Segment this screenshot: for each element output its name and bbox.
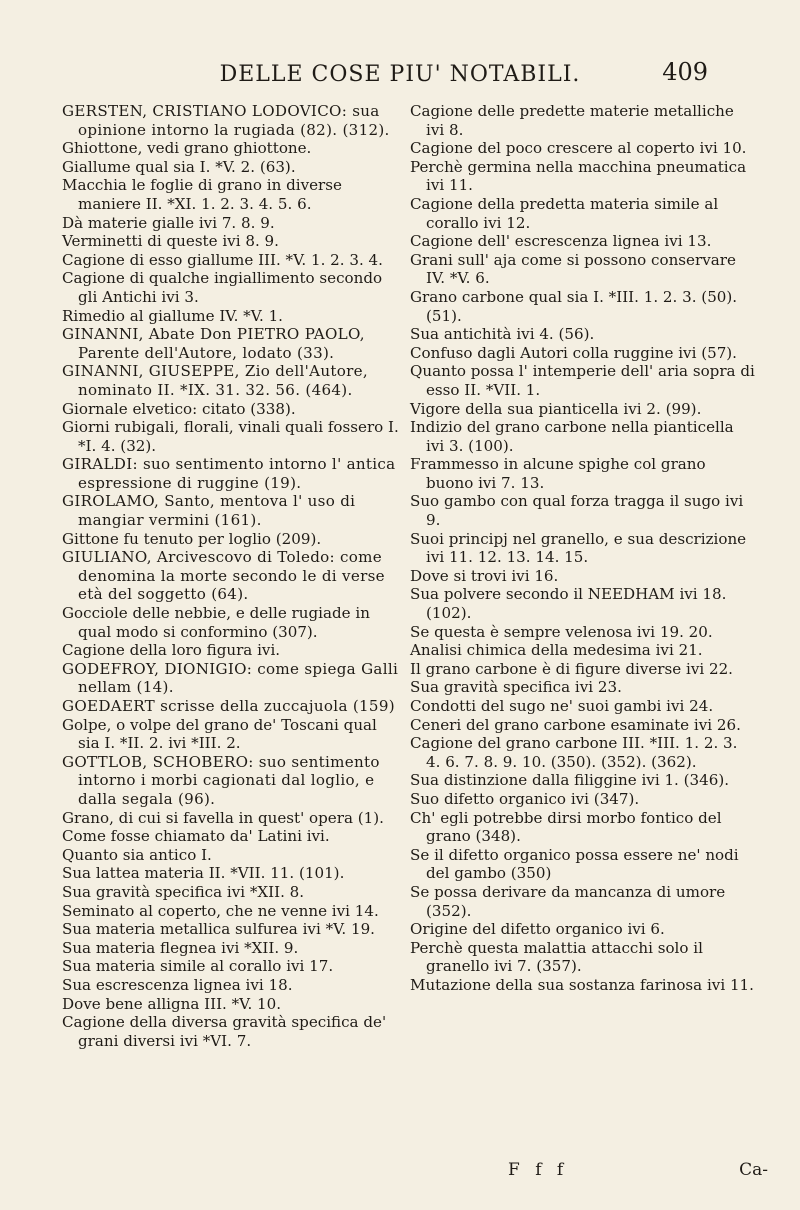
index-entry: Come fosse chiamato da' Latini ivi. bbox=[62, 827, 330, 846]
index-entry: Sua gravità specifica ivi *XII. 8. bbox=[62, 882, 305, 901]
index-entry: Cagione del grano carbone III. *III. 1. 2. 3. 4. 6. 7. 8. 9. 10. (350). (352). (362). bbox=[410, 734, 738, 771]
index-entry: Gittone fu tenuto per loglio (209). bbox=[62, 529, 322, 548]
index-entry: Frammesso in alcune spighe col grano buono ivi 7. 13. bbox=[410, 455, 706, 492]
index-entry: Cagione di qualche ingiallimento secondo gli Antichi ivi 3. bbox=[62, 269, 383, 306]
index-entry: Sua materia simile al corallo ivi 17. bbox=[62, 957, 334, 976]
index-entry: Perchè germina nella macchina pneumatica ivi 11. bbox=[410, 157, 747, 195]
index-entry: GOEDAERT scrisse della zuccajuola (159) bbox=[62, 697, 395, 715]
index-entry: Vigore della sua pianticella ivi 2. (99). bbox=[410, 399, 702, 418]
catchword: Ca- bbox=[739, 1160, 768, 1180]
index-entry: GIRALDI: suo sentimento intorno l' antica espressione di ruggine (19). bbox=[62, 455, 396, 492]
index-entry: Sua gravità specifica ivi 23. bbox=[410, 678, 622, 697]
index-entry: Il grano carbone è di figure diverse ivi 22. bbox=[410, 659, 733, 678]
index-entry: Suoi principj nel granello, e sua descrizione ivi 11. 12. 13. 14. 15. bbox=[410, 529, 747, 567]
index-column-left bbox=[62, 102, 402, 1050]
index-entry: GIROLAMO, Santo, mentova l' uso di mangiar vermini (161). bbox=[62, 492, 356, 530]
index-entry: Ghiottone, vedi grano ghiottone. bbox=[62, 139, 312, 158]
running-head: DELLE COSE PIU' NOTABILI. bbox=[219, 62, 581, 87]
index-entry: Cagione della loro figura ivi. bbox=[62, 641, 281, 660]
index-entry: Suo gambo con qual forza tragga il sugo ivi 9. bbox=[410, 492, 744, 530]
index-entry: Cagione della diversa gravità specifica de' grani diversi ivi *VI. 7. bbox=[62, 1013, 387, 1050]
page-footer bbox=[508, 1160, 768, 1184]
index-entry: Cagione dell' escrescenza lignea ivi 13. bbox=[410, 232, 712, 251]
index-entry: Rimedio al giallume IV. *V. 1. bbox=[62, 306, 283, 325]
index-entry: Perchè questa malattia attacchi solo il granello ivi 7. (357). bbox=[410, 938, 703, 976]
index-entry: Origine del difetto organico ivi 6. bbox=[410, 920, 665, 939]
index-entry: Gocciole delle nebbie, e delle rugiade in qual modo si conformino (307). bbox=[62, 604, 370, 641]
index-entry: Dà materie gialle ivi 7. 8. 9. bbox=[62, 213, 275, 232]
index-entry: Verminetti di queste ivi 8. 9. bbox=[62, 232, 279, 251]
page-number: 409 bbox=[662, 58, 708, 86]
index-entry: Sua escrescenza lignea ivi 18. bbox=[62, 975, 293, 994]
index-entry: GIULIANO, Arcivescovo di Toledo: come denomina la morte secondo le di verse età del soggetto (64). bbox=[62, 548, 385, 604]
index-entry: Quanto sia antico I. bbox=[62, 845, 212, 864]
index-entry: Sua polvere secondo il NEEDHAM ivi 18. (102). bbox=[410, 585, 727, 623]
index-entry: Cagione della predetta materia simile al corallo ivi 12. bbox=[410, 194, 719, 232]
index-entry: Condotti del sugo ne' suoi gambi ivi 24. bbox=[410, 697, 714, 715]
index-entry: Indizio del grano carbone nella pianticella ivi 3. (100). bbox=[410, 418, 734, 455]
index-entry: GERSTEN, CRISTIANO LODOVICO: sua opinione intorno la rugiada (82). (312). bbox=[62, 102, 390, 139]
index-entry: Quanto possa l' intemperie dell' aria sopra di esso II. *VII. 1. bbox=[410, 362, 755, 399]
index-entry: Sua distinzione dalla filiggine ivi 1. (346). bbox=[410, 771, 730, 790]
index-entry: Cagione del poco crescere al coperto ivi 10. bbox=[410, 139, 747, 158]
index-entry: Grani sull' aja come si possono conservare IV. *V. 6. bbox=[410, 250, 736, 288]
index-entry: Se il difetto organico possa essere ne' nodi del gambo (350) bbox=[410, 845, 739, 883]
index-entry: GINANNI, Abate Don PIETRO PAOLO, Parente dell'Autore, lodato (33). bbox=[62, 325, 365, 362]
index-entry: Se questa è sempre velenosa ivi 19. 20. bbox=[410, 622, 713, 641]
index-entry: Mutazione della sua sostanza farinosa ivi 11. bbox=[410, 975, 754, 994]
index-entry: Sua materia metallica sulfurea ivi *V. 19. bbox=[62, 920, 375, 939]
index-column-right bbox=[410, 102, 755, 995]
page-header bbox=[0, 58, 800, 102]
index-entry: Dove bene alligna III. *V. 10. bbox=[62, 994, 282, 1013]
index-entry: Giornale elvetico: citato (338). bbox=[62, 399, 296, 418]
index-entry: Grano carbone qual sia I. *III. 1. 2. 3. (50). (51). bbox=[410, 287, 738, 325]
signature-mark: F f f bbox=[508, 1160, 569, 1180]
index-entry: Giallume qual sia I. *V. 2. (63). bbox=[62, 157, 296, 176]
index-entry: Sua lattea materia II. *VII. 11. (101). bbox=[62, 864, 345, 883]
index-entry: Sua materia flegnea ivi *XII. 9. bbox=[62, 938, 299, 957]
index-entry: Se possa derivare da mancanza di umore (352). bbox=[410, 882, 726, 920]
index-entry: Sua antichità ivi 4. (56). bbox=[410, 325, 595, 344]
index-entry: Grano, di cui si favella in quest' opera (1). bbox=[62, 808, 384, 827]
index-entry: GOTTLOB, SCHOBERO: suo sentimento intorno i morbi cagionati dal loglio, e dalla segala (96). bbox=[62, 752, 380, 808]
index-entry: Cagione delle predette materie metalliche ivi 8. bbox=[410, 102, 734, 139]
index-entry: Confuso dagli Autori colla ruggine ivi (57). bbox=[410, 343, 737, 362]
index-entry: Golpe, o volpe del grano de' Toscani qual sia I. *II. 2. ivi *III. 2. bbox=[62, 715, 377, 753]
index-entry: GINANNI, GIUSEPPE, Zio dell'Autore, nominato II. *IX. 31. 32. 56. (464). bbox=[62, 362, 368, 399]
index-entry: Suo difetto organico ivi (347). bbox=[410, 789, 640, 808]
index-entry: Ceneri del grano carbone esaminate ivi 26. bbox=[410, 715, 741, 734]
index-entry: Analisi chimica della medesima ivi 21. bbox=[410, 641, 703, 660]
index-entry: GODEFROY, DIONIGIO: come spiega Galli nellam (14). bbox=[62, 659, 399, 697]
index-entry: Dove si trovi ivi 16. bbox=[410, 566, 559, 585]
index-entry: Giorni rubigali, florali, vinali quali fossero I. *I. 4. (32). bbox=[62, 418, 399, 455]
index-entry: Ch' egli potrebbe dirsi morbo fontico del grano (348). bbox=[410, 808, 722, 846]
index-entry: Macchia le foglie di grano in diverse maniere II. *XI. 1. 2. 3. 4. 5. 6. bbox=[62, 176, 342, 213]
index-entry: Seminato al coperto, che ne venne ivi 14. bbox=[62, 901, 379, 920]
index-entry: Cagione di esso giallume III. *V. 1. 2. 3. 4. bbox=[62, 250, 383, 269]
